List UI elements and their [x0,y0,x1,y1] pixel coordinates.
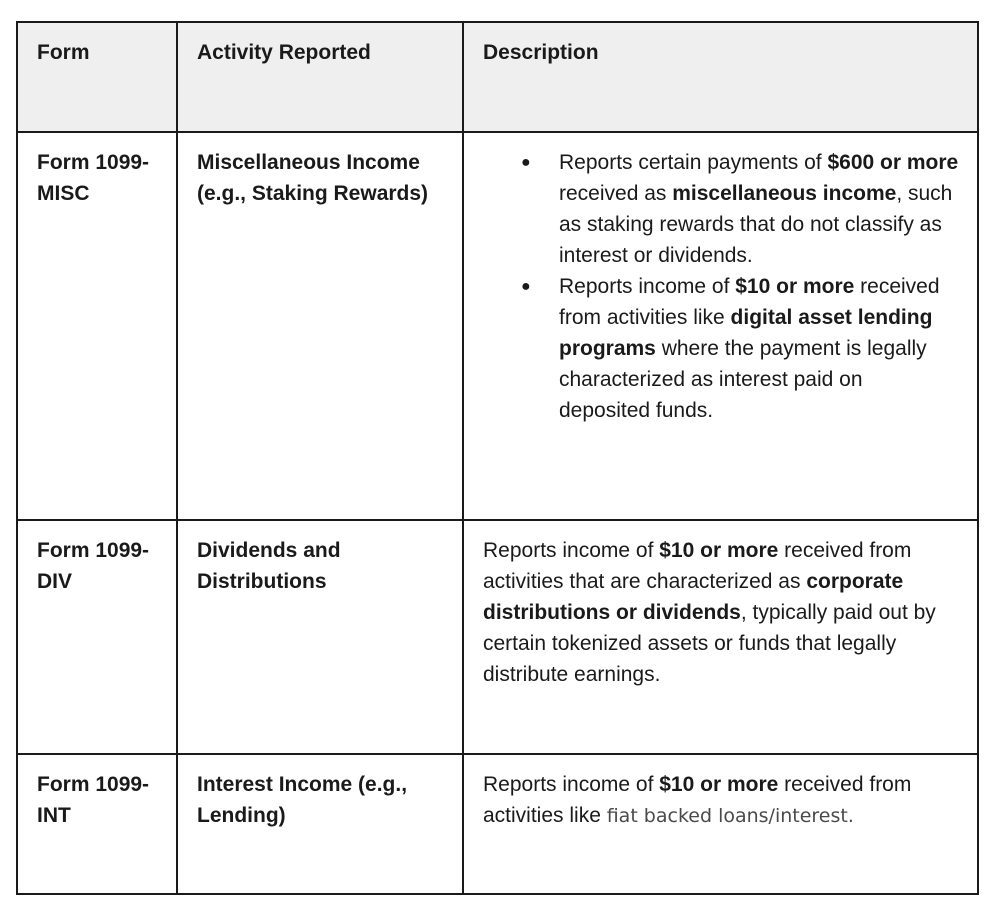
form-name-cell: Form 1099-INT [17,754,177,894]
description-bold-text: $10 or more [659,539,779,562]
bullet-item [521,147,959,271]
description-text: , typically paid out by certain tokenized assets or funds that legally distribute earnings. [483,601,936,686]
bullet-dot-icon: ● [521,278,531,295]
description-text: Reports income of [483,773,660,796]
bullet-text: received from activities like [559,275,940,329]
form-name-cell: Form 1099-DIV [17,520,177,754]
table-row-1099-misc [17,132,978,520]
bullet-text: received as [559,182,673,205]
header-form: Form [17,22,177,132]
description-bold-text: corporate distributions or dividends [483,570,904,624]
table-row-1099-div [17,520,978,754]
bullet-bold-text: miscellaneous income [672,182,897,205]
bullet-text: , such as staking rewards that do not classify as interest or dividends. [559,182,953,267]
bullet-item [521,271,959,426]
description-cell [463,520,978,754]
bullet-bold-text: $600 or more [827,151,959,174]
description-bullet-list [483,147,959,426]
header-description: Description [463,22,978,132]
activity-cell: Dividends and Distributions [177,520,463,754]
activity-cell: Interest Income (e.g., Lending) [177,754,463,894]
description-bold-text: $10 or more [659,773,779,796]
table-row-1099-int [17,754,978,894]
description-text: received from activities like [483,773,912,827]
bullet-text: Reports certain payments of [559,151,828,174]
description-text: received from activities that are characterized as [483,539,912,593]
bullet-dot-icon: ● [521,154,531,171]
tax-forms-table [16,21,979,895]
description-plain-text: fiat backed loans/interest. [606,805,854,827]
form-name-cell: Form 1099-MISC [17,132,177,520]
bullet-text: Reports income of [559,275,736,298]
header-activity-reported: Activity Reported [177,22,463,132]
description-cell [463,754,978,894]
description-text: Reports income of [483,539,660,562]
description-cell [463,132,978,520]
activity-cell: Miscellaneous Income (e.g., Staking Rewards) [177,132,463,520]
table-header-row [17,22,978,132]
bullet-bold-text: digital asset lending programs [559,306,933,360]
bullet-text: where the payment is legally characterized as interest paid on deposited funds. [559,337,927,422]
bullet-bold-text: $10 or more [735,275,855,298]
